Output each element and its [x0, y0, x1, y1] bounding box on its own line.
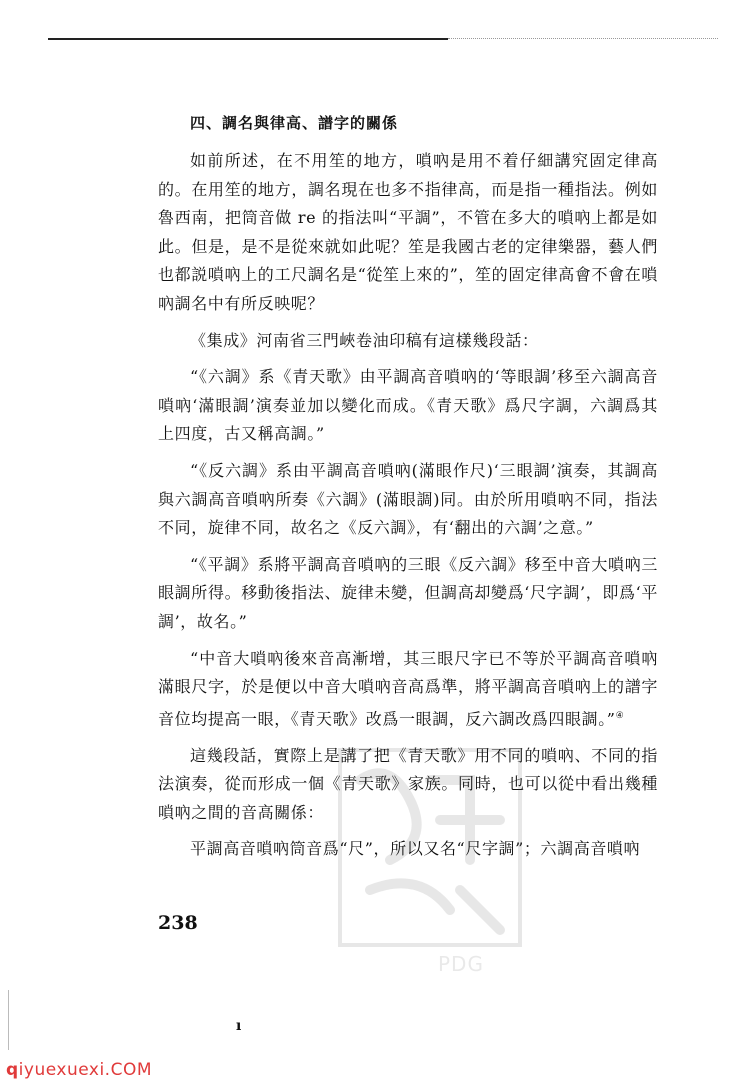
left-margin-line	[8, 990, 9, 1050]
watermark	[6, 1060, 152, 1080]
watermark-prefix: q	[6, 1060, 19, 1080]
paragraph-2: 《集成》河南省三門峽卷油印稿有這樣幾段話：	[190, 330, 539, 350]
section-heading: 四、調名與律高、譜字的關係	[190, 114, 399, 132]
paragraph-3: 這幾段話，實際上是講了把《青天歌》用不同的嗩吶、不同的指法演奏，從而形成一個《青天歌》家族。同時，也可以從中看出幾種嗩吶之間的音高關係：	[158, 745, 658, 822]
paragraph-4: 平調高音嗩吶筒音爲“尺”，所以又名“尺字調”；六調高音嗩吶	[190, 839, 641, 859]
quote-4	[158, 645, 658, 734]
top-rule-faint	[448, 38, 718, 39]
paragraph-1: 如前所述，在不用笙的地方，嗩吶是用不着仔細講究固定律高的。在用笙的地方，調名現在也多不指律高，而是指一種指法。例如魯西南，把筒音做 re 的指法叫“平調”，不管在多大的嗩吶上都是如此。但是，是不是從來就如此呢？笙是我國古老的定律樂器，藝人們也都説嗩吶上的工尺調名是“從笙上來的”，笙的固定律高會不會在嗩吶調名中有所反映呢？	[158, 151, 658, 313]
footnote-marker: ④	[615, 710, 625, 721]
watermark-text: iyuexuexi.COM	[18, 1060, 152, 1080]
quote-2: “《反六調》系由平調高音嗩吶(滿眼作尺)‘三眼調’演奏，其調高與六調高音嗩吶所奏《六調》(滿眼調)同。由於所用嗩吶不同，指法不同，旋律不同，故名之《反六調》，有‘翻出的六調’之意。”	[158, 460, 658, 538]
quote-3: “《平調》系將平調高音嗩吶的三眼《反六調》移至中音大嗩吶三眼調所得。移動後指法、旋律未變，但調高却變爲‘尺字調’，即爲‘平調’，故名。”	[158, 554, 658, 631]
quote-4-text: “中音大嗩吶後來音高漸增，其三眼尺字已不等於平調高音嗩吶滿眼尺字，於是便以中音大嗩吶音高爲準，將平調高音嗩吶上的譜字音位均提高一眼，《青天歌》改爲一眼調，反六調改爲四眼調。”	[158, 648, 658, 729]
page-body	[158, 112, 658, 872]
scan-mark: ı	[236, 1018, 242, 1034]
quote-1: “《六調》系《青天歌》由平調高音嗩吶的‘等眼調’移至六調高音嗩吶‘滿眼調’演奏並加以變化而成。《青天歌》爲尺字調，六調爲其上四度，古又稱高調。”	[158, 367, 658, 444]
page-number: 238	[158, 912, 198, 934]
top-rule	[48, 38, 448, 40]
stamp-text: PDG	[438, 952, 484, 976]
